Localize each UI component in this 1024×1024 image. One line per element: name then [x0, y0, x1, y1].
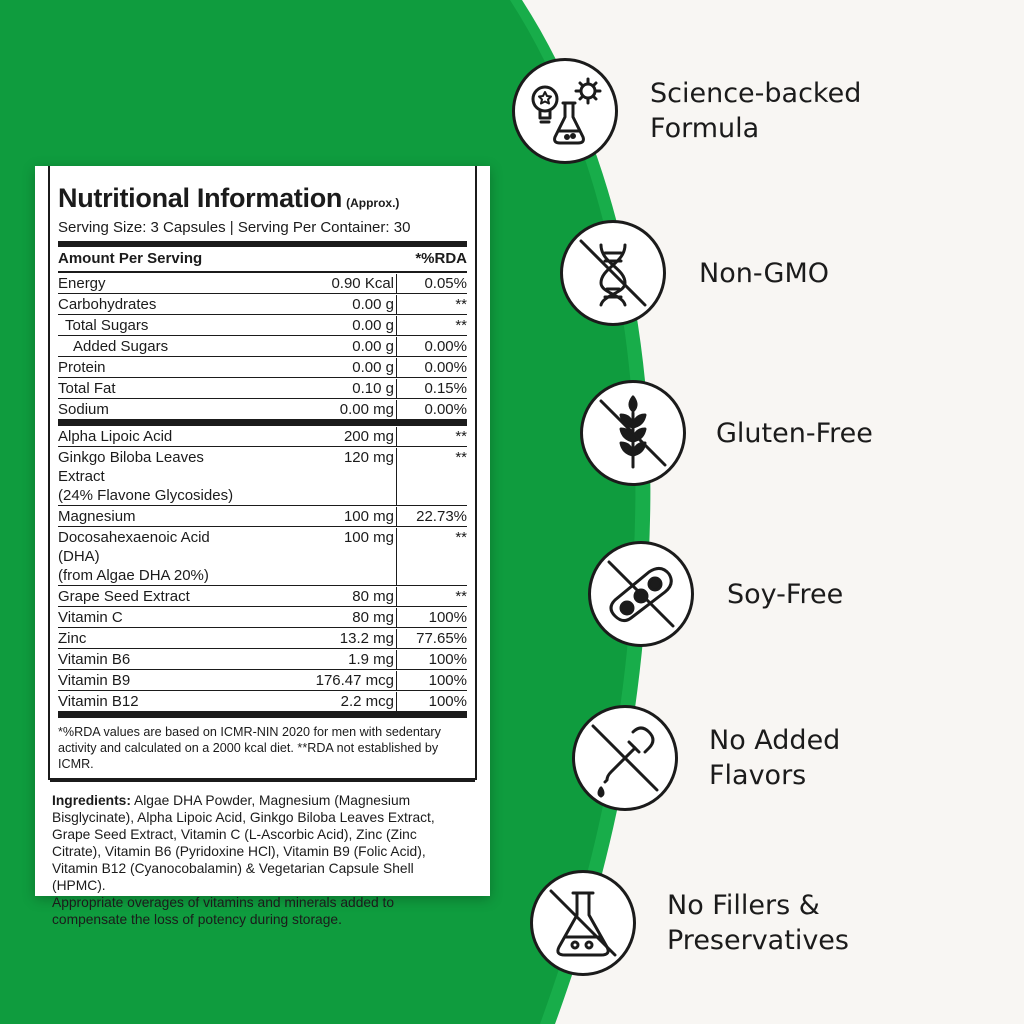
nutrient-rda: 100% — [428, 651, 467, 668]
nutrient-amount: 0.00 g — [254, 337, 397, 356]
nutrient-amount: 2.2 mcg — [254, 692, 397, 711]
serving-info: Serving Size: 3 Capsules | Serving Per Container: 30 — [58, 219, 411, 236]
nutrient-rda: 100% — [428, 672, 467, 689]
feature-no-added-flavors — [572, 705, 840, 811]
nutrient-name — [58, 528, 254, 585]
nutrient-rda: 0.00% — [424, 401, 467, 418]
nutrient-amount: 176.47 mcg — [254, 671, 397, 690]
science-lab-icon — [512, 58, 618, 164]
nutrient-rda: ** — [455, 588, 467, 605]
nutrient-name: Total Fat — [58, 380, 116, 397]
no-dna-icon — [560, 220, 666, 326]
table-row — [58, 357, 467, 378]
nutrient-rda: ** — [455, 449, 467, 466]
table-row — [58, 628, 467, 649]
nutrition-label — [35, 166, 490, 927]
feature-label: Gluten-Free — [716, 417, 873, 449]
nutrient-name-line2: (24% Flavone Glycosides) — [58, 487, 234, 504]
nutrient-amount: 0.90 Kcal — [254, 274, 397, 293]
nutrient-amount: 13.2 mg — [254, 629, 397, 648]
nutrient-amount: 0.10 g — [254, 379, 397, 398]
nutrient-name: Protein — [58, 359, 106, 376]
feature-no-fillers — [530, 870, 849, 976]
table-row — [58, 506, 467, 527]
nutrient-name: Zinc — [58, 630, 87, 647]
nutrient-name: Vitamin B9 — [58, 672, 131, 689]
nutrient-name: Energy — [58, 275, 106, 292]
table-row — [58, 607, 467, 628]
feature-science-backed — [512, 58, 861, 164]
nutrient-amount: 200 mg — [254, 427, 397, 446]
nutrient-rda: ** — [455, 529, 467, 546]
feature-label: Soy-Free — [727, 578, 844, 610]
nutrient-name: Vitamin C — [58, 609, 123, 626]
table-row — [58, 426, 467, 447]
nutrient-rda: 0.05% — [424, 275, 467, 292]
no-wheat-icon — [580, 380, 686, 486]
nutrient-amount: 0.00 g — [254, 295, 397, 314]
feature-gluten-free — [580, 380, 873, 486]
table-row — [58, 586, 467, 607]
table-header — [58, 247, 467, 273]
ingredients-text: Algae DHA Powder, Magnesium (Magnesium Bisglycinate), Alpha Lipoic Acid, Ginkgo Biloba Leaves Extract, Grape Seed Extract, Vitamin C (L-Ascorbic Acid), Zinc (Zinc Citrate), Vitamin B6 (Pyridoxine HCl), Vitamin B9 (Folic Acid), Vitamin B12 (Cyanocobalamin) & Vegetarian Capsule Shell (HPMC). — [52, 793, 435, 893]
header-rda: *%RDA — [415, 250, 467, 267]
feature-label: No Added Flavors — [709, 725, 841, 791]
nutrient-name: Magnesium — [58, 508, 136, 525]
table-row — [58, 399, 467, 426]
nutrient-amount: 1.9 mg — [254, 650, 397, 669]
nutrient-rda: 100% — [428, 693, 467, 710]
nutrient-name-line2: (from Algae DHA 20%) — [58, 567, 209, 584]
nutrient-amount: 120 mg — [254, 448, 397, 505]
nutrient-name-line1: Ginkgo Biloba Leaves Extract — [58, 449, 204, 485]
nutrient-amount: 100 mg — [254, 507, 397, 526]
nutrient-name: Vitamin B6 — [58, 651, 131, 668]
feature-non-gmo — [560, 220, 829, 326]
nutrient-name: Vitamin B12 — [58, 693, 139, 710]
label-title — [58, 166, 467, 218]
nutrient-rda: 77.65% — [416, 630, 467, 647]
nutrient-amount: 80 mg — [254, 608, 397, 627]
nutrient-name: Total Sugars — [65, 317, 149, 334]
no-flask-icon — [530, 870, 636, 976]
overages-note: Appropriate overages of vitamins and minerals added to compensate the loss of potency during storage. — [52, 895, 395, 927]
nutrient-rda: ** — [455, 296, 467, 313]
table-row — [58, 670, 467, 691]
nutrient-rda: 22.73% — [416, 508, 467, 525]
nutrient-rda: 0.15% — [424, 380, 467, 397]
nutrient-name-line1: Docosahexaenoic Acid (DHA) — [58, 529, 210, 565]
nutrient-amount: 100 mg — [254, 528, 397, 585]
nutrient-name — [58, 448, 254, 505]
feature-label: No Fillers & Preservatives — [667, 890, 849, 956]
nutrient-name: Added Sugars — [73, 338, 169, 355]
feature-soy-free — [588, 541, 843, 647]
no-soy-icon — [588, 541, 694, 647]
nutrient-name: Sodium — [58, 401, 109, 418]
nutrition-facts-box — [48, 166, 477, 780]
table-row — [58, 691, 467, 711]
nutrient-name: Grape Seed Extract — [58, 588, 190, 605]
table-row — [58, 273, 467, 294]
rda-footnote: *%RDA values are based on ICMR-NIN 2020 for men with sedentary activity and calculated on a 2000 kcal diet. **RDA not established by ICMR. — [58, 711, 467, 778]
nutrient-amount: 80 mg — [254, 587, 397, 606]
label-title-note: (Approx.) — [346, 196, 400, 210]
nutrient-name: Carbohydrates — [58, 296, 157, 313]
nutrient-rows — [58, 273, 467, 711]
nutrient-rda: ** — [455, 317, 467, 334]
nutrient-rda: ** — [455, 428, 467, 445]
ingredients-block — [50, 780, 475, 928]
nutrient-amount: 0.00 g — [254, 316, 397, 335]
table-row — [58, 294, 467, 315]
nutrient-rda: 0.00% — [424, 359, 467, 376]
nutrient-rda: 0.00% — [424, 338, 467, 355]
nutrient-name: Alpha Lipoic Acid — [58, 428, 173, 445]
ingredients-heading: Ingredients: — [52, 793, 131, 808]
no-dropper-icon — [572, 705, 678, 811]
nutrient-amount: 0.00 g — [254, 358, 397, 377]
table-row — [58, 336, 467, 357]
table-row — [58, 447, 467, 506]
header-amount-per-serving: Amount Per Serving — [58, 250, 203, 267]
feature-label: Non-GMO — [699, 257, 830, 289]
table-row — [58, 378, 467, 399]
nutrient-amount: 0.00 mg — [254, 400, 397, 419]
label-title-text: Nutritional Information — [58, 183, 343, 213]
table-row — [58, 315, 467, 336]
table-row — [58, 527, 467, 586]
feature-label: Science-backed Formula — [650, 78, 862, 144]
nutrient-rda: 100% — [428, 609, 467, 626]
table-row — [58, 649, 467, 670]
